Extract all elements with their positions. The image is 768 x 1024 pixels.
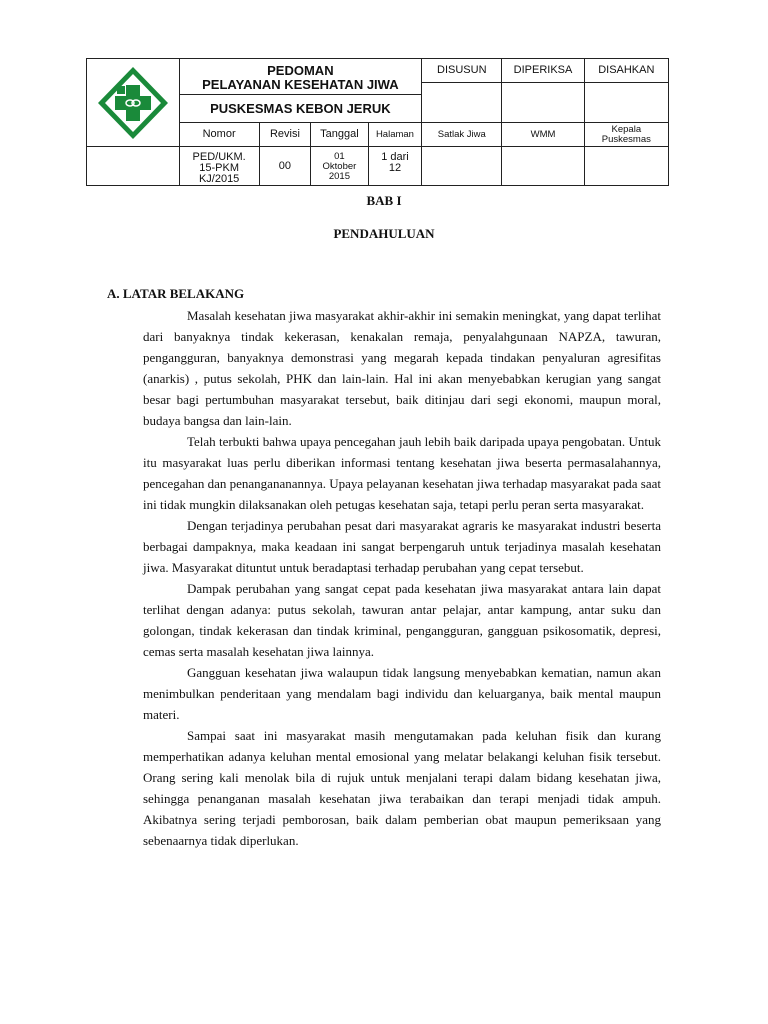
label-tanggal: Tanggal: [311, 123, 369, 147]
blank-disahkan: [584, 147, 668, 186]
logo-cell: [87, 59, 180, 147]
body-paragraphs: [143, 305, 661, 851]
value-nomor: PED/UKM. 15-PKM KJ/2015: [179, 147, 259, 186]
document-title: PEDOMAN PELAYANAN KESEHATAN JIWA: [179, 59, 422, 95]
header-disusun: DISUSUN: [422, 59, 502, 83]
section-heading: A. LATAR BELAKANG: [107, 286, 245, 301]
value-disahkan: Kepala Puskesmas: [584, 123, 668, 147]
blank-diperiksa: [502, 147, 584, 186]
document-header-table: [86, 58, 669, 186]
header-disahkan: DISAHKAN: [584, 59, 668, 83]
label-revisi: Revisi: [259, 123, 310, 147]
puskesmas-logo-icon: [94, 64, 172, 142]
sign-disahkan: [584, 83, 668, 123]
chapter-title: PENDAHULUAN: [333, 226, 435, 241]
paragraph: Dampak perubahan yang sangat cepat pada kesehatan jiwa masyarakat antara lain dapat terlihat dengan adanya: putus sekolah, tawuran antar pelajar, antar kampung, antar suku dan golongan, tindak kekerasan dan tindak kriminal, pengangguran, gangguan psikosomatik, depresi, cemas serta masalah kesehatan jiwa lainnya.: [143, 581, 661, 659]
value-tanggal: 01 Oktober 2015: [311, 147, 369, 186]
empty-logo-row: [87, 147, 180, 186]
value-revisi: 00: [259, 147, 310, 186]
paragraph: Masalah kesehatan jiwa masyarakat akhir-akhir ini semakin meningkat, yang dapat terlihat dari banyaknya tindak kekerasan, kenakalan remaja, penyalahgunaan NAPZA, tawuran, pengangguran, banyaknya demonstrasi yang megarah kepada tindakan penyaluran agresifitas (anarkis) , putus sekolah, PHK dan lain-lain. Hal ini akan menyebabkan kerugian yang sangat besar bagi pertumbuhan masyarakat tersebut, baik ditinjau dari segi ekonomi, maupun moral, budaya bangsa dan lain-lain.: [143, 308, 661, 428]
value-diperiksa: WMM: [502, 123, 584, 147]
blank-disusun: [422, 147, 502, 186]
puskesmas-name: PUSKESMAS KEBON JERUK: [179, 95, 422, 123]
paragraph: Dengan terjadinya perubahan pesat dari masyarakat agraris ke masyarakat industri beserta berbagai dampaknya, maka keadaan ini sangat berpengaruh untuk terjadinya masalah kesehatan jiwa. Masyarakat dituntut untuk beradaptasi terhadap perubahan yang cepat tersebut.: [143, 518, 661, 575]
paragraph: Gangguan kesehatan jiwa walaupun tidak langsung menyebabkan kematian, namun akan menimbulkan penderitaan yang mendalam bagi individu dan keluarganya, baik mental maupun materi.: [143, 665, 661, 722]
value-halaman: 1 dari 12: [368, 147, 422, 186]
chapter-number: BAB I: [366, 193, 402, 208]
label-nomor: Nomor: [179, 123, 259, 147]
label-halaman: Halaman: [368, 123, 422, 147]
value-disusun: Satlak Jiwa: [422, 123, 502, 147]
sign-disusun: [422, 83, 502, 123]
paragraph: Sampai saat ini masyarakat masih mengutamakan pada keluhan fisik dan kurang memperhatikan adanya keluhan mental emosional yang melatar belakangi keluhan fisik tersebut. Orang sering kali menolak bila di rujuk untuk menjalani terapi dalam bidang kesehatan jiwa, sehingga penanganan masalah kesehatan jiwa terabaikan dan terapi menjadi tidak ampuh. Akibatnya sering terjadi pemborosan, baik dalam pemberian obat maupun pemeriksaan yang sebenaarnya tidak diperlukan.: [143, 728, 661, 848]
paragraph: Telah terbukti bahwa upaya pencegahan jauh lebih baik daripada upaya pengobatan. Untuk itu masyarakat luas perlu diberikan informasi tentang kesehatan jiwa beserta permasalahannya, pencegahan dan penangananannya. Upaya pelayanan kesehatan jiwa terhadap masyarakat pada saat ini tidak mungkin dilaksanakan oleh petugas kesehatan saja, tetapi perlu peran serta masyarakat.: [143, 434, 661, 512]
sign-diperiksa: [502, 83, 584, 123]
header-diperiksa: DIPERIKSA: [502, 59, 584, 83]
